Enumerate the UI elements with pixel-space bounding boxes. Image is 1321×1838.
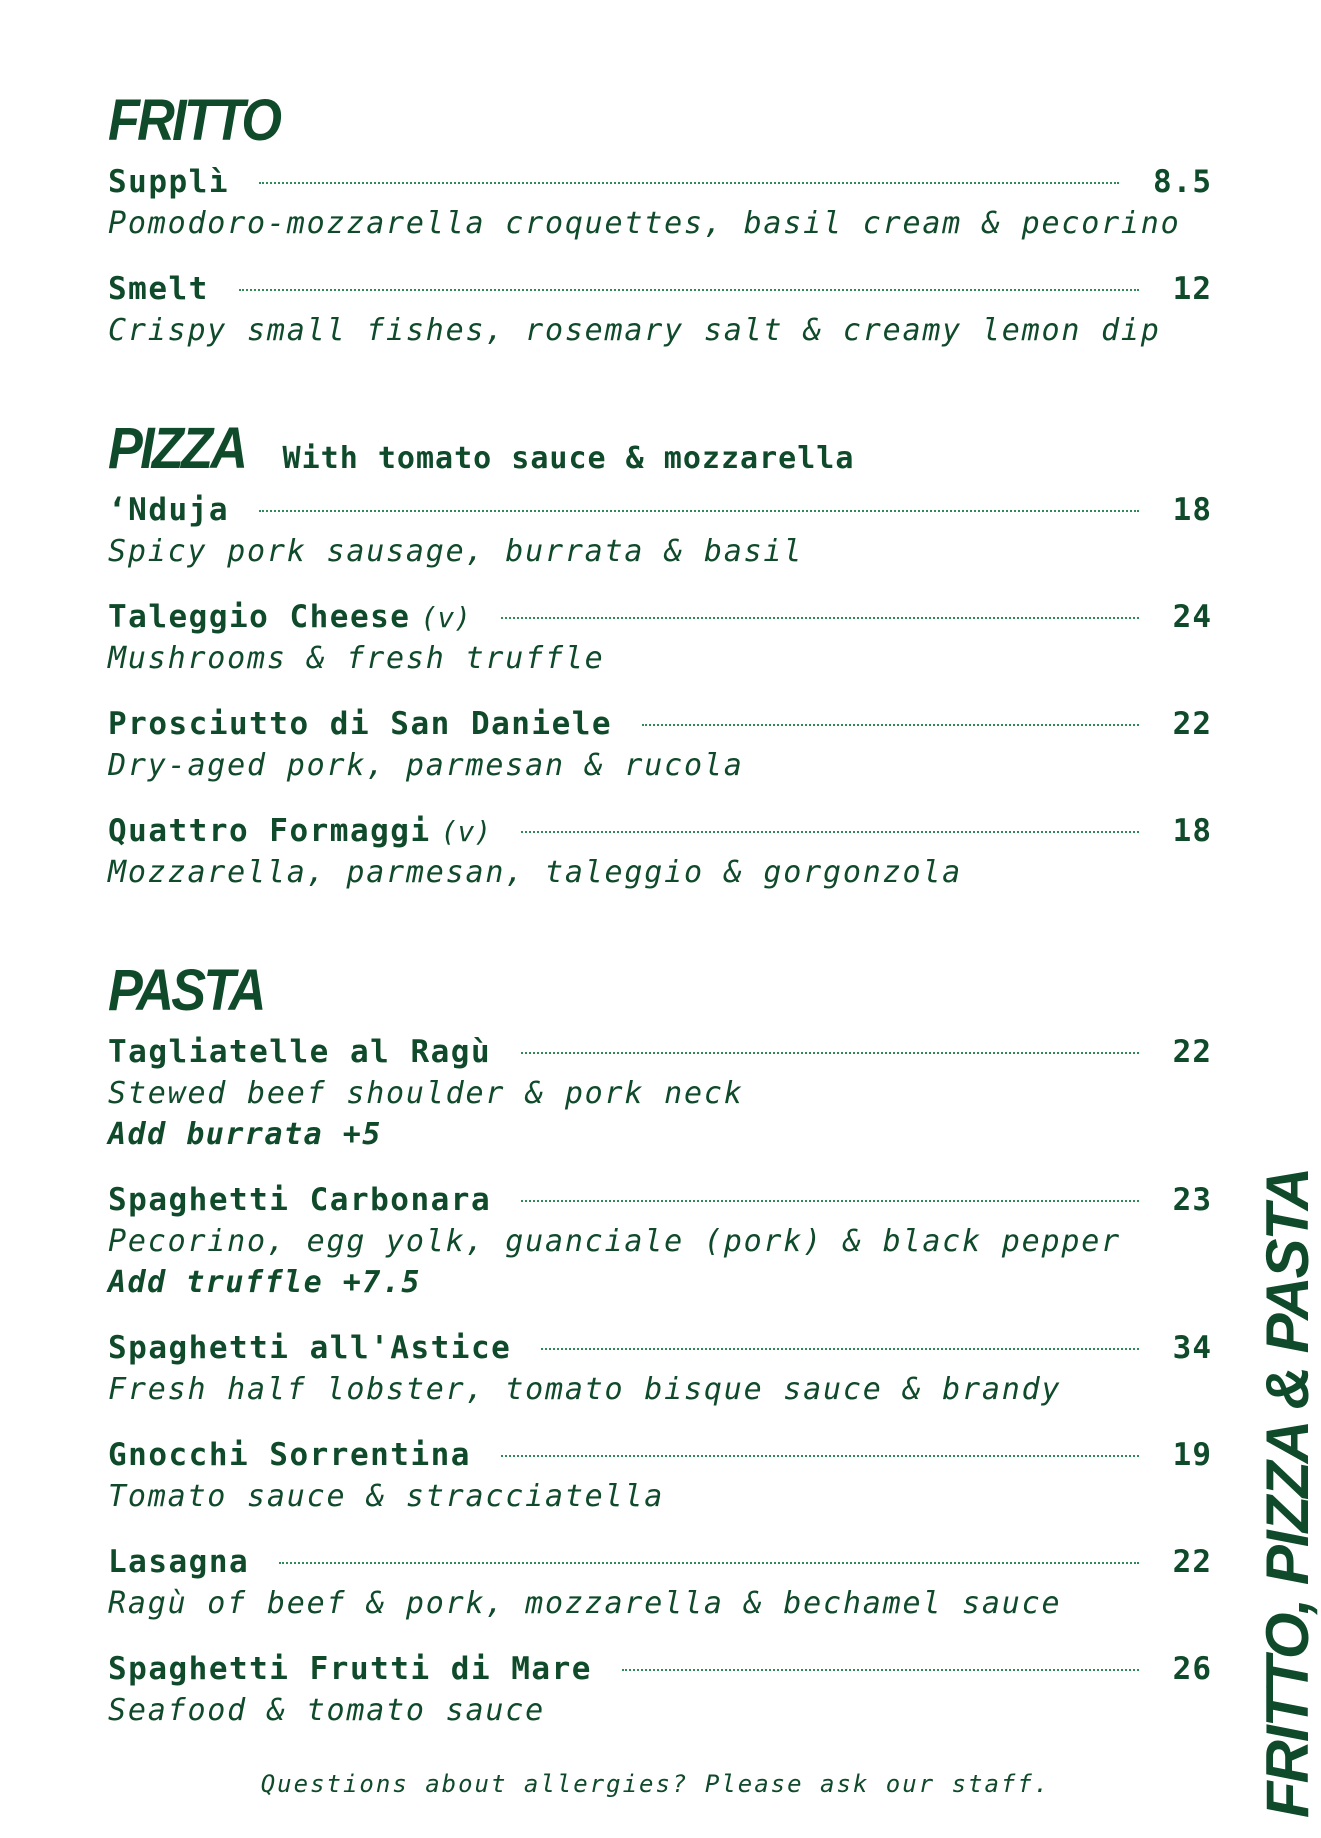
- item-description: Fresh half lobster, tomato bisque sauce & brandy: [108, 1372, 1062, 1407]
- section-subtitle: With tomato sauce & mozzarella: [282, 441, 855, 476]
- item-name: Smelt: [108, 271, 209, 307]
- item-name: Tagliatelle al Ragù: [108, 1034, 492, 1070]
- menu-item: [108, 1330, 1212, 1407]
- menu-item-row: [108, 492, 1212, 528]
- item-addon: Add truffle +7.5: [108, 1265, 421, 1300]
- item-description: Dry-aged pork, parmesan & rucola: [108, 748, 744, 783]
- item-price: 26: [1172, 1651, 1212, 1687]
- menu-item-row: [108, 1182, 1212, 1218]
- menu-item-row: [108, 706, 1212, 742]
- allergy-note: Questions about allergies? Please ask our staff.: [260, 1770, 1051, 1798]
- menu-item: [108, 164, 1212, 241]
- item-name: ‘Nduja: [108, 492, 229, 528]
- menu-item: [108, 1651, 1212, 1728]
- dotted-leader: [501, 617, 1139, 619]
- item-name: Taleggio Cheese: [108, 599, 411, 635]
- item-price: 23: [1172, 1182, 1212, 1218]
- menu-item: [108, 599, 1212, 676]
- section-title: FRITTO: [108, 88, 280, 153]
- menu-item: [108, 1544, 1212, 1621]
- menu-item-row: [108, 271, 1212, 307]
- dotted-leader: [239, 289, 1139, 291]
- section-pizza: [108, 416, 1212, 890]
- menu-item-row: [108, 599, 1212, 635]
- item-description: Seafood & tomato sauce: [108, 1693, 545, 1728]
- dotted-leader: [521, 831, 1138, 833]
- item-description: Mushrooms & fresh truffle: [108, 641, 605, 676]
- dotted-leader: [259, 182, 1119, 184]
- menu-item: [108, 271, 1212, 348]
- item-description: Tomato sauce & stracciatella: [108, 1479, 665, 1514]
- item-description: Pomodoro-mozzarella croquettes, basil cream & pecorino: [108, 206, 1181, 241]
- dotted-leader: [642, 724, 1139, 726]
- item-addon: Add burrata +5: [108, 1117, 382, 1152]
- item-name: Gnocchi Sorrentina: [108, 1437, 471, 1473]
- section-title: PIZZA: [108, 416, 246, 481]
- item-name: Prosciutto di San Daniele: [108, 706, 613, 742]
- item-price: 12: [1172, 271, 1212, 307]
- item-price: 24: [1172, 599, 1212, 635]
- item-description: Mozzarella, parmesan, taleggio & gorgonzola: [108, 855, 963, 890]
- menu-item-row: [108, 1437, 1212, 1473]
- section-title: PASTA: [108, 958, 264, 1023]
- menu-item: [108, 813, 1212, 890]
- item-price: 22: [1172, 1034, 1212, 1070]
- item-price: 18: [1172, 813, 1212, 849]
- item-description: Crispy small fishes, rosemary salt & creamy lemon dip: [108, 313, 1161, 348]
- item-price: 18: [1172, 492, 1212, 528]
- item-description: Ragù of beef & pork, mozzarella & bechamel sauce: [108, 1586, 1062, 1621]
- dotted-leader: [501, 1455, 1139, 1457]
- menu-item-row: [108, 1651, 1212, 1687]
- menu-item: [108, 1437, 1212, 1514]
- menu-item: [108, 492, 1212, 569]
- item-name: Spaghetti all'Astice: [108, 1330, 512, 1366]
- dotted-leader: [521, 1052, 1139, 1054]
- menu-item: [108, 706, 1212, 783]
- section-heading: [108, 958, 1212, 1023]
- dotted-leader: [279, 1562, 1139, 1564]
- vegetarian-mark: (v): [420, 601, 472, 634]
- item-price: 34: [1172, 1330, 1212, 1366]
- dotted-leader: [259, 510, 1139, 512]
- section-heading: [108, 88, 1212, 153]
- item-price: 22: [1172, 706, 1212, 742]
- side-title: FRITTO, PIZZA & PASTA: [1254, 1168, 1321, 1818]
- section-fritto: [108, 88, 1212, 348]
- vegetarian-mark: (v): [440, 815, 492, 848]
- menu-item-row: [108, 164, 1212, 200]
- item-description: Stewed beef shoulder & pork neck: [108, 1076, 744, 1111]
- section-heading: [108, 416, 1212, 481]
- section-pasta: [108, 958, 1212, 1728]
- item-description: Spicy pork sausage, burrata & basil: [108, 534, 804, 569]
- menu-item: [108, 1034, 1212, 1152]
- item-name: Quattro Formaggi: [108, 813, 431, 849]
- item-price: 22: [1172, 1544, 1212, 1580]
- dotted-leader: [521, 1200, 1139, 1202]
- item-name: Spaghetti Frutti di Mare: [108, 1651, 592, 1687]
- item-name: Supplì: [108, 164, 229, 200]
- item-price: 19: [1172, 1437, 1212, 1473]
- menu-item: [108, 1182, 1212, 1300]
- menu-item-row: [108, 1034, 1212, 1070]
- dotted-leader: [622, 1669, 1139, 1671]
- dotted-leader: [541, 1348, 1138, 1350]
- item-name: Lasagna: [108, 1544, 250, 1580]
- menu: [108, 88, 1212, 1800]
- menu-item-row: [108, 813, 1212, 849]
- item-description: Pecorino, egg yolk, guanciale (pork) & black pepper: [108, 1224, 1121, 1259]
- item-price: 8.5: [1153, 164, 1212, 200]
- menu-item-row: [108, 1330, 1212, 1366]
- menu-item-row: [108, 1544, 1212, 1580]
- item-name: Spaghetti Carbonara: [108, 1182, 492, 1218]
